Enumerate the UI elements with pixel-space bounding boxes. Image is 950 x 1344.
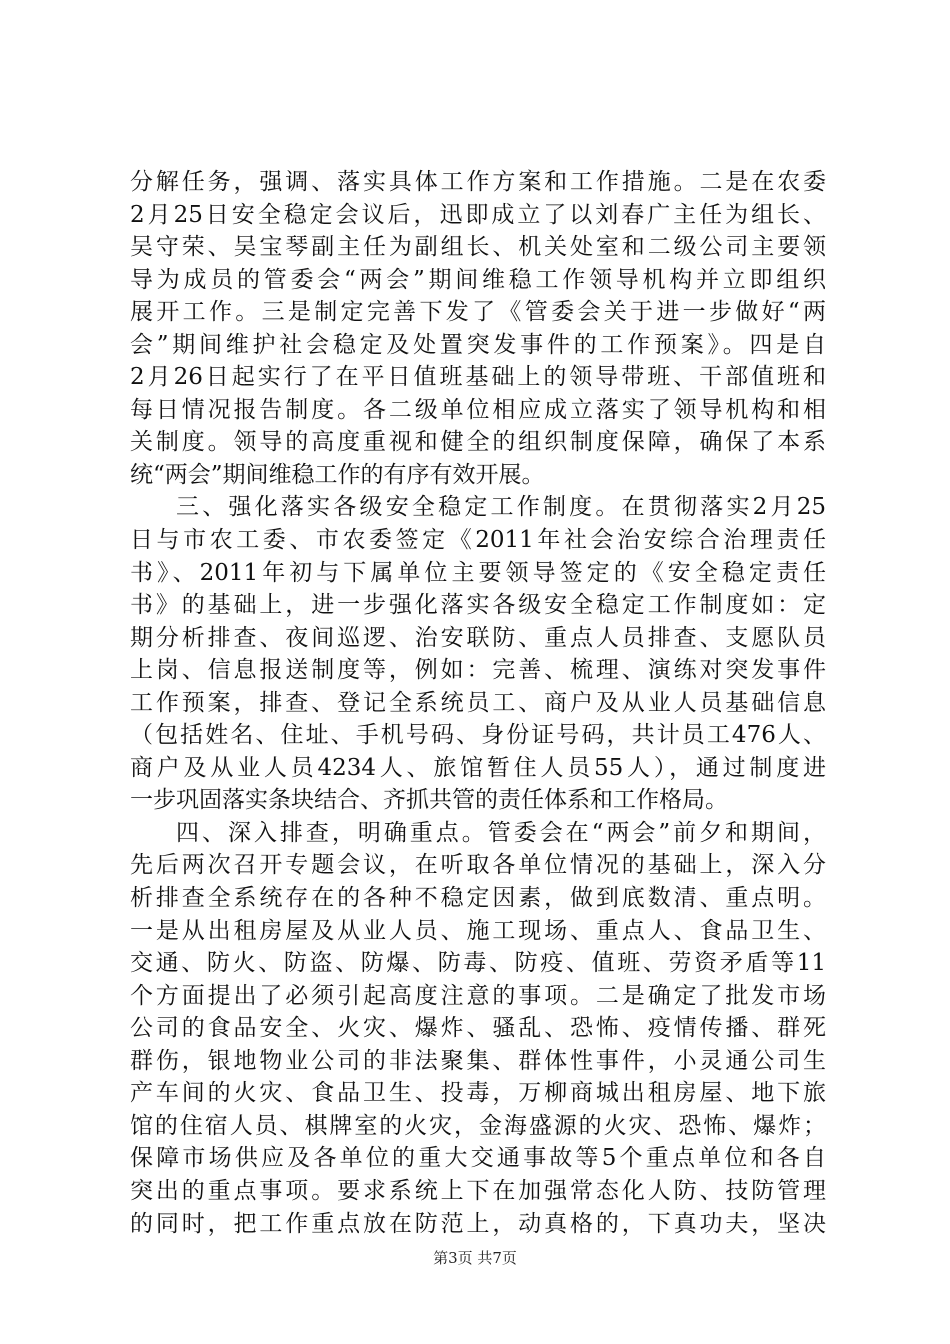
text-line: 2月26日起实行了在平日值班基础上的领导带班、干部值班和 (130, 364, 826, 391)
text-line: 突出的重点事项。要求系统上下在加强常态化人防、技防管理 (130, 1177, 826, 1204)
text-line: 一是从出租房屋及从业人员、施工现场、重点人、食品卫生、 (130, 917, 826, 944)
text-line: 书》、2011年初与下属单位主要领导签定的《安全稳定责任 (130, 559, 826, 586)
text-line: 2月25日安全稳定会议后，迅即成立了以刘春广主任为组长、 (130, 201, 826, 228)
text-line: 展开工作。三是制定完善下发了《管委会关于进一步做好“两 (130, 299, 826, 326)
text-line: 工作预案，排查、登记全系统员工、商户及从业人员基础信息 (130, 689, 826, 716)
text-line: 分解任务，强调、落实具体工作方案和工作措施。二是在农委 (130, 169, 826, 195)
page-footer: 第3页 共7页 (433, 1249, 517, 1267)
text-line: 公司的食品安全、火灾、爆炸、骚乱、恐怖、疫情传播、群死 (130, 1015, 826, 1042)
text-line: 产车间的火灾、食品卫生、投毒，万柳商城出租房屋、地下旅 (130, 1080, 826, 1107)
text-line: 一步巩固落实条块结合、齐抓共管的责任体系和工作格局。 (130, 787, 728, 814)
text-line: 日与市农工委、市农委签定《2011年社会治安综合治理责任 (130, 527, 826, 554)
text-line: 三、强化落实各级安全稳定工作制度。在贯彻落实2月25 (176, 494, 826, 521)
text-line: 的同时，把工作重点放在防范上，动真格的，下真功夫，坚决 (130, 1210, 826, 1237)
document-body (130, 166, 826, 1240)
text-line: （包括姓名、住址、手机号码、身份证号码，共计员工476人、 (130, 722, 826, 749)
text-line: 上岗、信息报送制度等，例如：完善、梳理、演练对突发事件 (130, 657, 826, 684)
text-line: 会”期间维护社会稳定及处置突发事件的工作预案》。四是自 (130, 331, 826, 358)
text-line: 统“两会”期间维稳工作的有序有效开展。 (130, 461, 545, 488)
text-line: 吴守荣、吴宝琴副主任为副组长、机关处室和二级公司主要领 (130, 234, 826, 261)
text-line: 期分析排查、夜间巡逻、治安联防、重点人员排查、支愿队员 (130, 624, 826, 651)
text-line: 关制度。领导的高度重视和健全的组织制度保障，确保了本系 (130, 429, 826, 456)
text-line: 先后两次召开专题会议，在听取各单位情况的基础上，深入分 (130, 852, 826, 879)
text-line: 保障市场供应及各单位的重大交通事故等5个重点单位和各自 (130, 1145, 826, 1172)
text-line: 导为成员的管委会“两会”期间维稳工作领导机构并立即组织 (130, 266, 826, 293)
text-line: 析排查全系统存在的各种不稳定因素，做到底数清、重点明。 (130, 885, 826, 912)
text-line: 每日情况报告制度。各二级单位相应成立落实了领导机构和相 (130, 396, 826, 423)
text-line: 书》的基础上，进一步强化落实各级安全稳定工作制度如：定 (130, 592, 826, 619)
text-line: 商户及从业人员4234人、旅馆暂住人员55人），通过制度进 (130, 754, 826, 781)
text-line: 群伤，银地物业公司的非法聚集、群体性事件，小灵通公司生 (130, 1047, 826, 1074)
text-line: 交通、防火、防盗、防爆、防毒、防疫、值班、劳资矛盾等11 (130, 950, 826, 977)
text-line: 四、深入排查，明确重点。管委会在“两会”前夕和期间， (176, 819, 826, 846)
text-line: 馆的住宿人员、棋牌室的火灾，金海盛源的火灾、恐怖、爆炸； (130, 1112, 826, 1139)
text-line: 个方面提出了必须引起高度注意的事项。二是确定了批发市场 (130, 982, 826, 1009)
